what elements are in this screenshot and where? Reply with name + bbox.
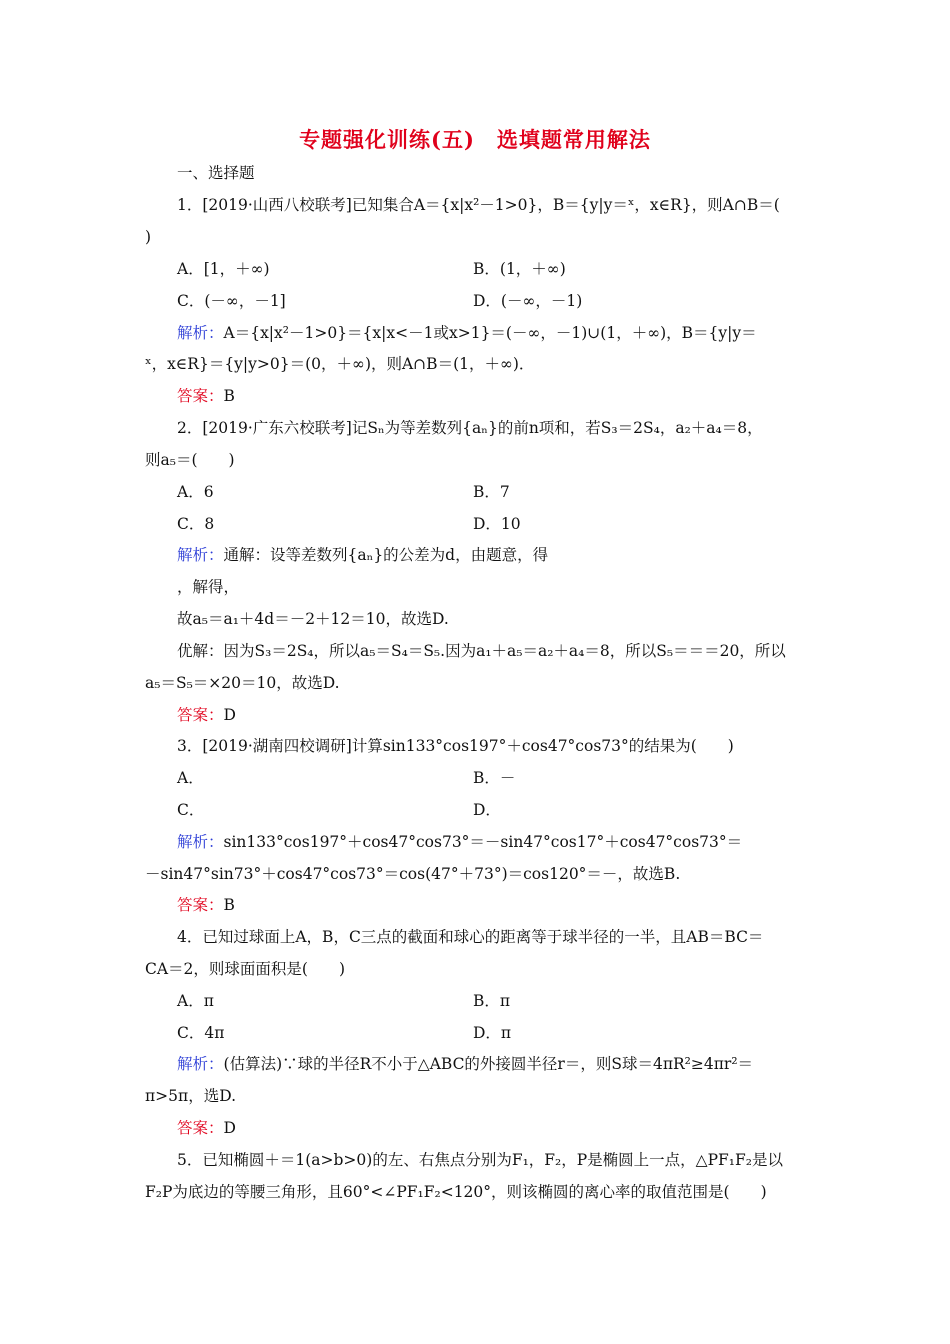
q3-option-d: D．: [473, 801, 501, 819]
q2-stem: 2．[2019·广东六校联考]记Sₙ为等差数列{aₙ}的前n项和，若S₃＝2S₄，a₂＋a₄＝8，: [177, 419, 763, 437]
q1-options-cd: [177, 289, 845, 313]
q3-stem: 3．[2019·湖南四校调研]计算sin133°cos197°＋cos47°cos73°的结果为( ): [177, 737, 734, 755]
q2-analysis-l5: a₅＝S₅＝×20＝10，故选D.: [145, 674, 340, 692]
section-heading: 一、选择题: [177, 164, 255, 182]
q1-answer-value: B: [223, 387, 235, 405]
q1-analysis: [177, 321, 845, 345]
q4-stem: 4．已知过球面上A，B，C三点的截面和球心的距离等于球半径的一半，且AB＝BC＝: [177, 928, 764, 946]
q3-option-a: A．: [177, 769, 204, 787]
analysis-label: 解析：: [177, 546, 224, 564]
q2-stem-cont: 则a₅＝( ): [145, 451, 235, 469]
q2-analysis-l4: 优解：因为S₃＝2S₄，所以a₅＝S₄＝S₅.因为a₁＋a₅＝a₂＋a₄＝8，所以S₅＝＝＝20，所以: [177, 642, 786, 660]
q4-analysis-cont: π>5π，选D.: [145, 1087, 237, 1105]
q1-stem-cont: ): [145, 228, 152, 246]
q5-stem-cont: F₂P为底边的等腰三角形，且60°<∠PF₁F₂<120°，则该椭圆的离心率的取值范围是( ): [145, 1183, 767, 1201]
q4-answer: [177, 1116, 845, 1140]
q4-stem-cont: CA＝2，则球面面积是( ): [145, 960, 346, 978]
q1-option-c: C．(－∞，－1]: [177, 292, 286, 310]
q1-answer: [177, 384, 845, 408]
q2-analysis: [177, 543, 845, 567]
q4-options-ab: [177, 989, 845, 1013]
q3-analysis-text: sin133°cos197°＋cos47°cos73°＝－sin47°cos17°＋cos47°cos73°＝: [223, 833, 743, 851]
page-title: 专题强化训练(五) 选填题常用解法: [299, 127, 651, 152]
q1-analysis-cont: ˣ，x∈R}＝{y|y>0}＝(0，＋∞)，则A∩B＝(1，＋∞)．: [145, 355, 535, 373]
q3-option-b: B．－: [473, 769, 516, 787]
answer-label: 答案：: [177, 387, 224, 405]
q4-option-a: A．π: [177, 992, 214, 1010]
q3-options-ab: [177, 766, 845, 790]
q2-analysis-l2: ，解得，: [177, 578, 240, 596]
q1-option-d: D．(－∞，－1): [473, 292, 583, 310]
q1-stem: 1．[2019·山西八校联考]已知集合A＝{x|x²－1>0}，B＝{y|y＝ˣ，x∈R}，则A∩B＝(: [177, 196, 780, 214]
q4-answer-value: D: [223, 1119, 236, 1137]
q2-answer-value: D: [223, 706, 236, 724]
q4-analysis-text: (估算法)∵球的半径R不小于△ABC的外接圆半径r＝，则S球＝4πR²≥4πr²＝: [223, 1055, 754, 1073]
q4-option-b: B．π: [473, 992, 511, 1010]
q2-analysis-text: 通解：设等差数列{aₙ}的公差为d，由题意，得: [223, 546, 549, 564]
q1-option-b: B．(1，＋∞): [473, 260, 566, 278]
q2-option-c: C．8: [177, 515, 215, 533]
q5-stem: 5．已知椭圆＋＝1(a>b>0)的左、右焦点分别为F₁，F₂，P是椭圆上一点，△PF₁F₂是以: [177, 1151, 783, 1169]
analysis-label: 解析：: [177, 1055, 224, 1073]
q2-analysis-l3: 故a₅＝a₁＋4d＝－2＋12＝10，故选D.: [177, 610, 449, 628]
q3-option-c: C．: [177, 801, 205, 819]
q3-answer: [177, 893, 845, 917]
q2-options-cd: [177, 512, 845, 536]
q2-option-b: B．7: [473, 483, 510, 501]
q4-analysis: [177, 1052, 845, 1076]
analysis-label: 解析：: [177, 833, 224, 851]
q2-answer: [177, 703, 845, 727]
q3-options-cd: [177, 798, 845, 822]
answer-label: 答案：: [177, 706, 224, 724]
q4-option-c: C．4π: [177, 1024, 225, 1042]
q3-answer-value: B: [223, 896, 235, 914]
answer-label: 答案：: [177, 1119, 224, 1137]
q4-options-cd: [177, 1021, 845, 1045]
q2-options-ab: [177, 480, 845, 504]
q2-option-d: D．10: [473, 515, 521, 533]
analysis-label: 解析：: [177, 324, 224, 342]
answer-label: 答案：: [177, 896, 224, 914]
q4-option-d: D．π: [473, 1024, 512, 1042]
q3-analysis: [177, 830, 845, 854]
q1-option-a: A．[1，＋∞): [177, 260, 270, 278]
q1-analysis-text: A＝{x|x²－1>0}＝{x|x<－1或x>1}＝(－∞，－1)∪(1，＋∞)，B＝{y|y＝: [223, 324, 757, 342]
q2-option-a: A．6: [177, 483, 214, 501]
q1-options-ab: [177, 257, 845, 281]
q3-analysis-cont: －sin47°sin73°＋cos47°cos73°＝cos(47°＋73°)＝cos120°＝－，故选B.: [145, 865, 681, 883]
